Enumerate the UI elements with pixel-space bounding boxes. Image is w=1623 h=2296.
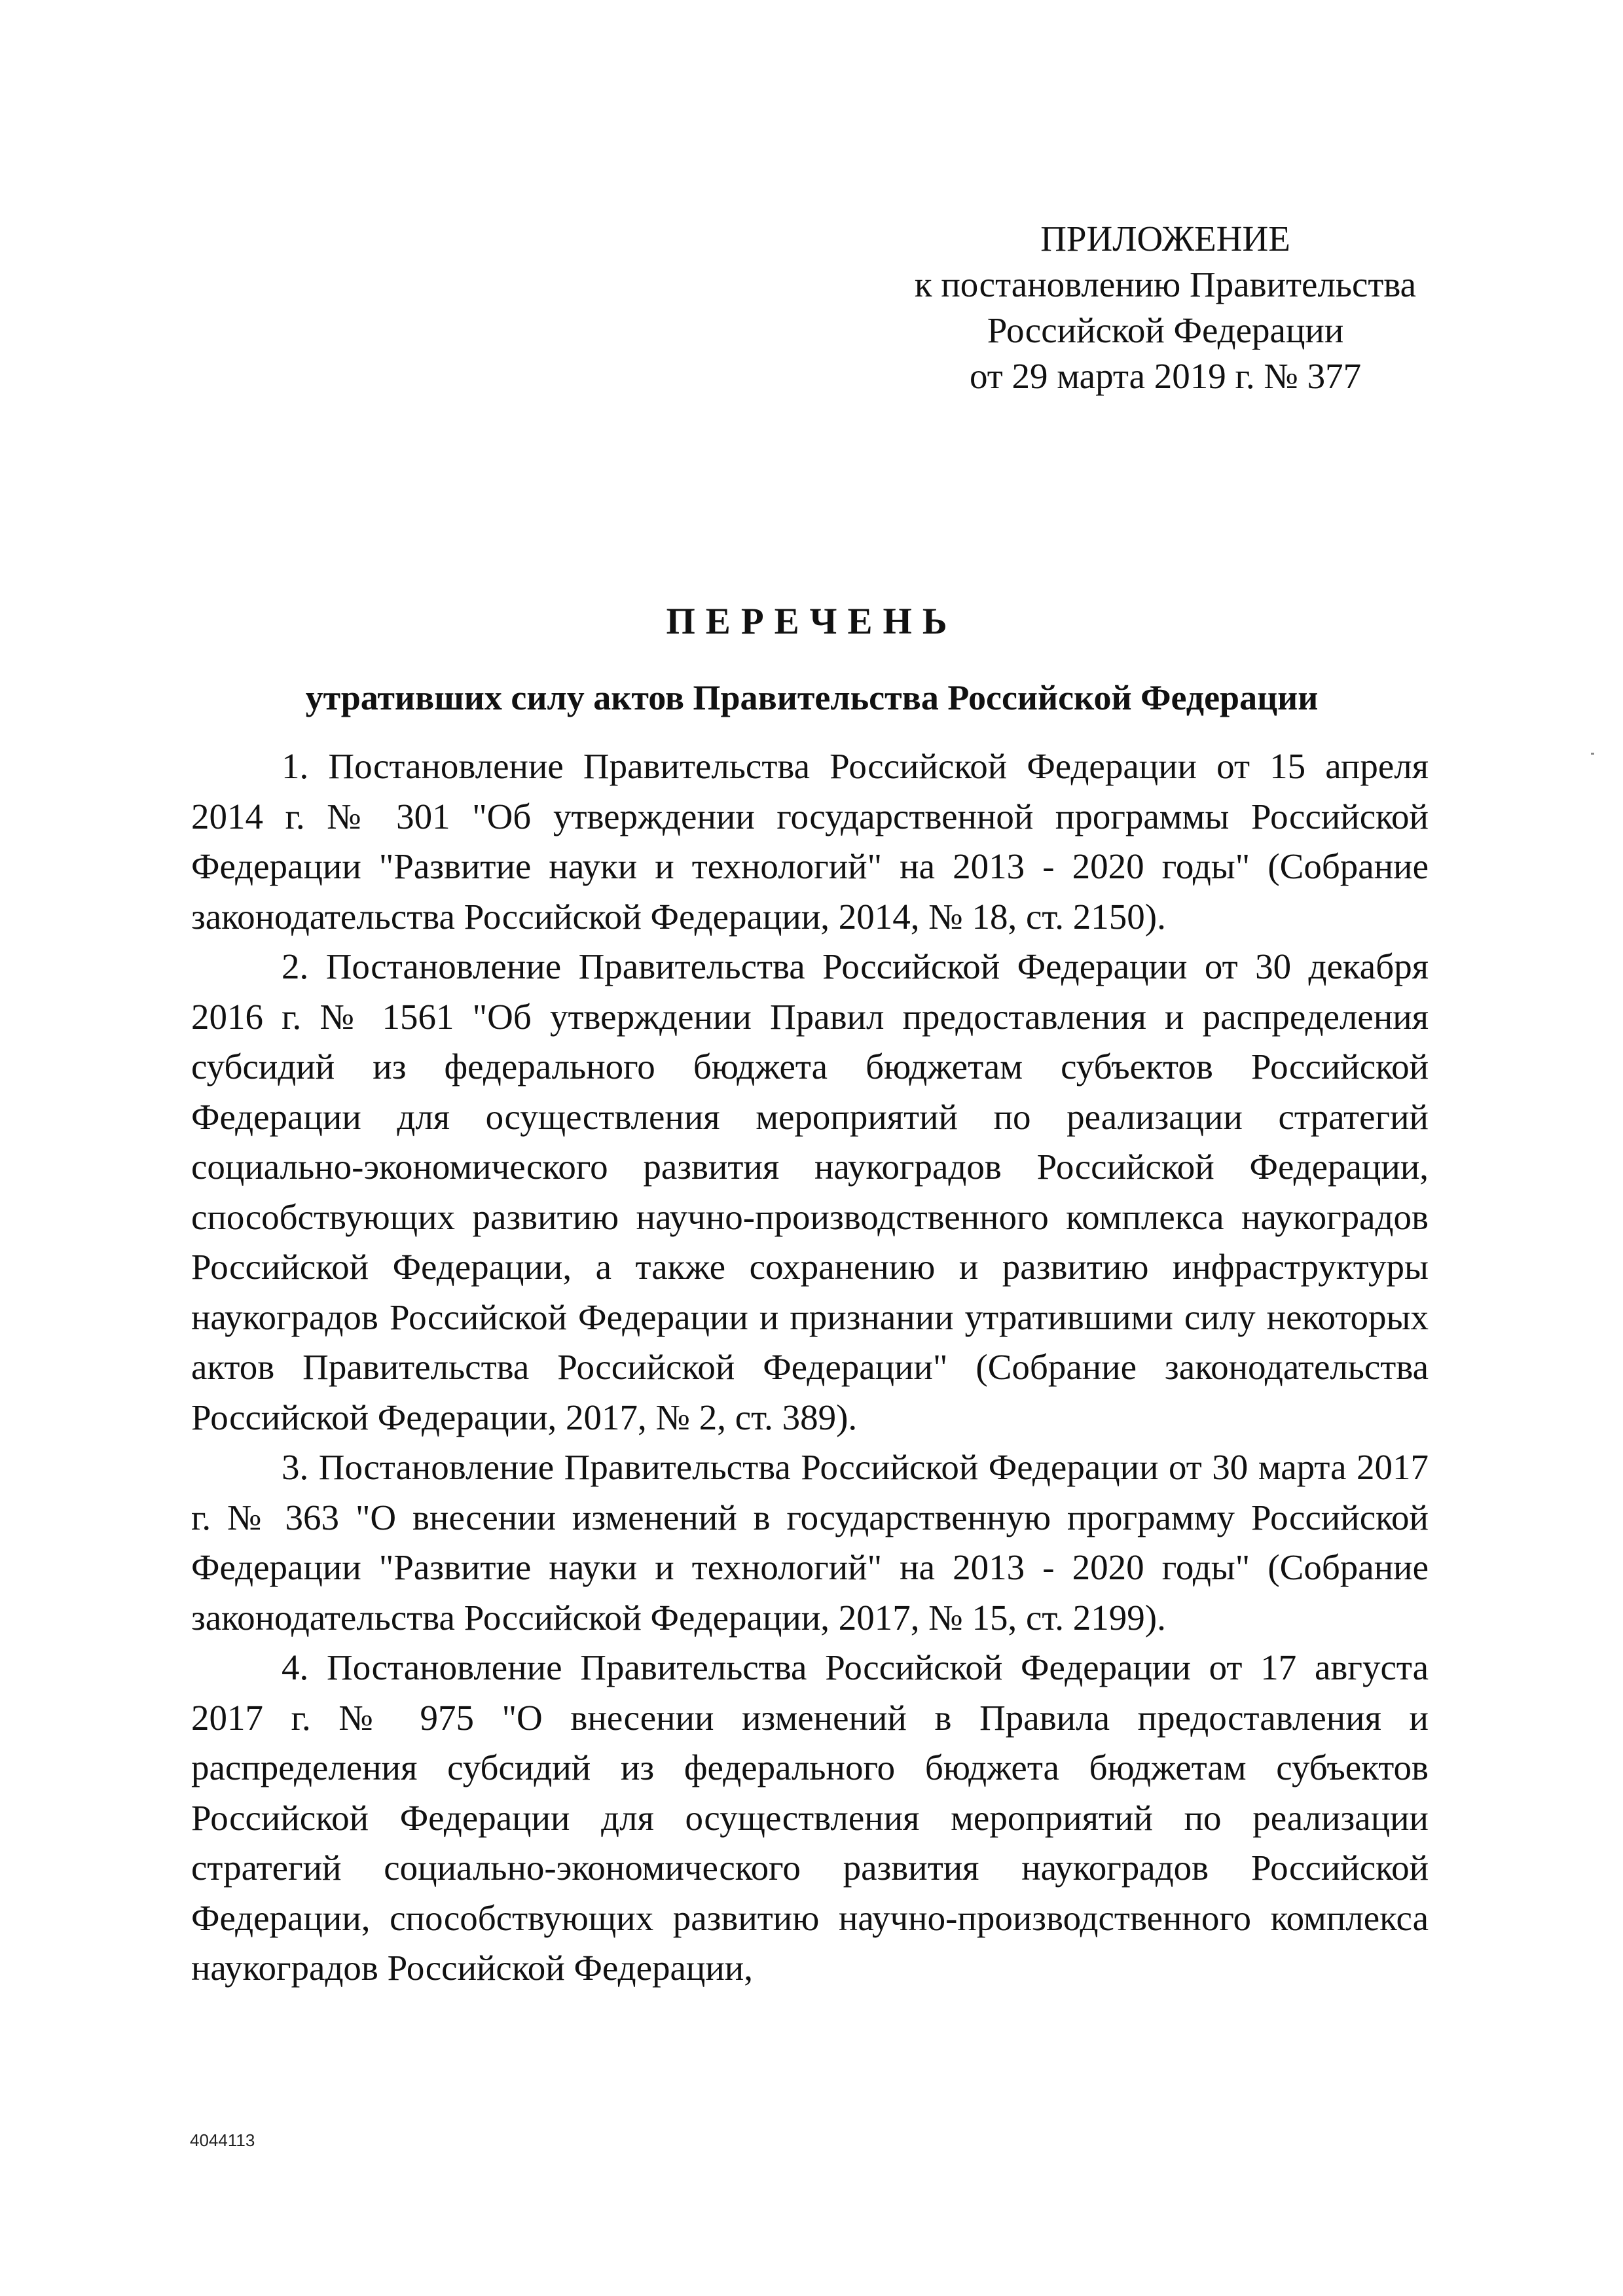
- appendix-title: ПРИЛОЖЕНИЕ: [1040, 219, 1290, 259]
- appendix-line-2: Российской Федерации: [987, 310, 1344, 350]
- appendix-line-3: от 29 марта 2019 г. № 377: [969, 356, 1362, 396]
- appendix-line-1: к постановлению Правительства: [914, 264, 1417, 304]
- appendix-header: [903, 216, 1427, 399]
- heading-subtitle: утративших силу актов Правительства Российской Федерации: [305, 678, 1319, 717]
- list-item-2: 2. Постановление Правительства Российской Федерации от 30 декабря 2016 г. № 1561 "Об утверждении Правил предоставления и распределения субсидий из федерального бюджета бюджетам субъектов Российской Федерации для осуществления мероприятий по реализации стратегий социально-экономического развития наукоградов Российской Федерации, способствующих развитию научно-производственного комплекса наукоградов Российской Федерации, а также сохранению и развитию инфраструктуры наукоградов Российской Федерации и признании утратившими силу некоторых актов Правительства Российской Федерации" (Собрание законодательства Российской Федерации, 2017, № 2, ст. 389).: [191, 946, 1429, 1437]
- list-item-4: 4. Постановление Правительства Российской Федерации от 17 августа 2017 г. № 975 "О внесении изменений в Правила предоставления и распределения субсидий из федерального бюджета бюджетам субъектов Российской Федерации для осуществления мероприятий по реализации стратегий социально-экономического развития наукоградов Российской Федерации, способствующих развитию научно-производственного комплекса наукоградов Российской Федерации,: [191, 1647, 1429, 1988]
- document-code: 4044113: [190, 2130, 255, 2150]
- document-heading: [190, 596, 1434, 724]
- list-item-3: 3. Постановление Правительства Российской Федерации от 30 марта 2017 г. № 363 "О внесении изменений в государственную программу Российской Федерации "Развитие науки и технологий" на 2013 - 2020 годы" (Собрание законодательства Российской Федерации, 2017, № 15, ст. 2199).: [191, 1447, 1429, 1638]
- document-body: [191, 742, 1429, 1994]
- scan-speck: [1591, 753, 1594, 755]
- heading-title: ПЕРЕЧЕНЬ: [666, 601, 958, 642]
- list-item-1: 1. Постановление Правительства Российской Федерации от 15 апреля 2014 г. № 301 "Об утверждении государственной программы Российской Федерации "Развитие науки и технологий" на 2013 - 2020 годы" (Собрание законодательства Российской Федерации, 2014, № 18, ст. 2150).: [191, 746, 1429, 937]
